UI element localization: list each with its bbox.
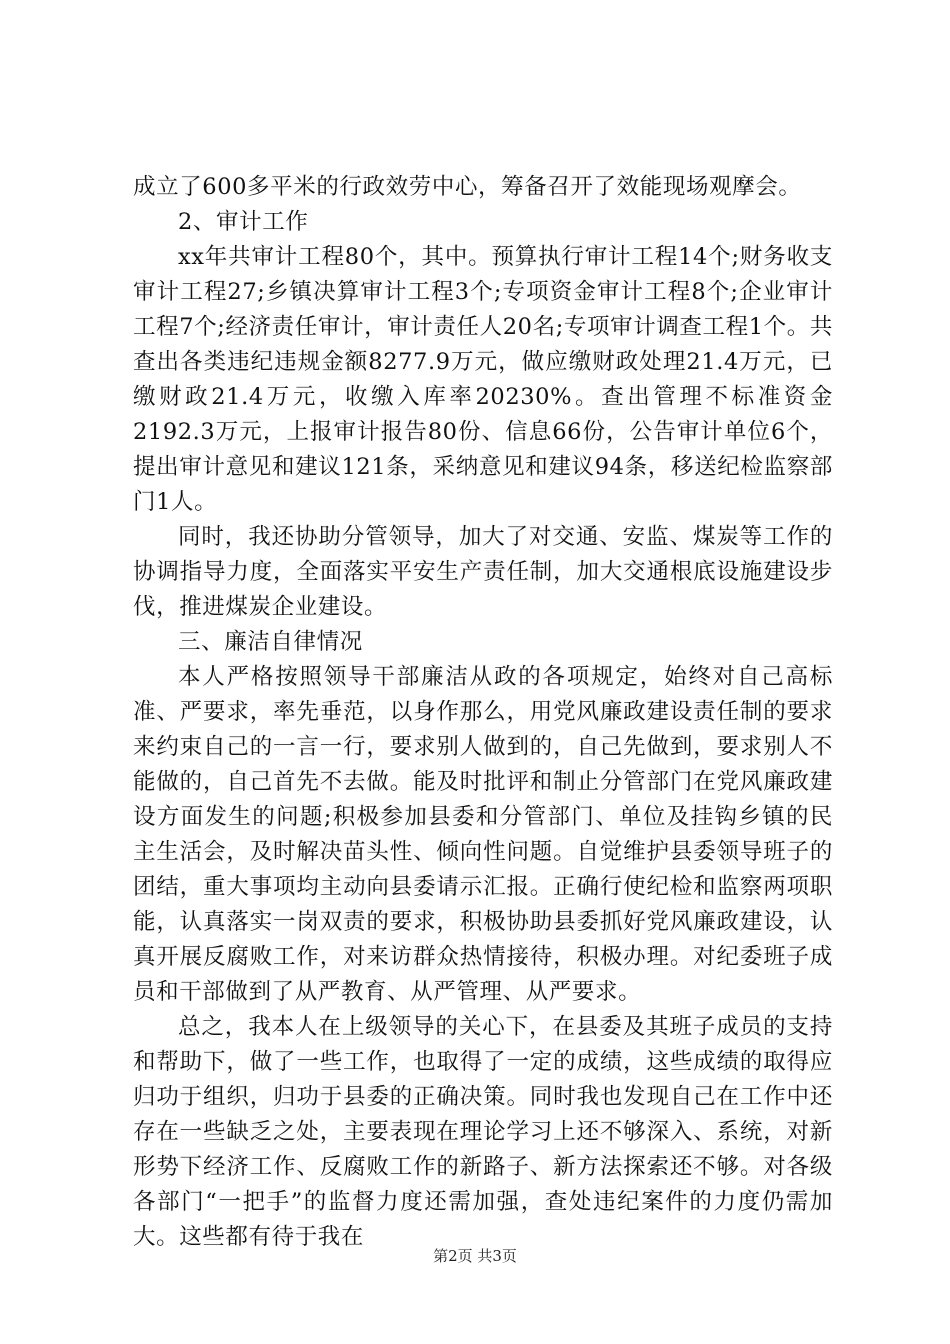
paragraph-assist-leadership: 同时，我还协助分管领导，加大了对交通、安监、煤炭等工作的协调指导力度，全面落实平安生产责任制，加大交通根底设施建设步伐，推进煤炭企业建设。 xyxy=(133,524,833,620)
section-heading-integrity: 三、廉洁自律情况 xyxy=(178,629,363,655)
paragraph-summary: 总之，我本人在上级领导的关心下，在县委及其班子成员的支持和帮助下，做了一些工作，也取得了一定的成绩，这些成绩的取得应归功于组织，归功于县委的正确决策。同时我也发现自己在工作中还存在一些缺乏之处，主要表现在理论学习上还不够深入、系统，对新形势下经济工作、反腐败工作的新路子、新方法探索还不够。对各级各部门“一把手”的监督力度还需加强，查处违纪案件的力度仍需加大。这些都有待于我在 xyxy=(133,1014,833,1250)
paragraph-integrity-details: 本人严格按照领导干部廉洁从政的各项规定，始终对自己高标准、严要求，率先垂范，以身作那么，用党风廉政建设责任制的要求来约束自己的一言一行，要求别人做到的，自己先做到，要求别人不能做的，自己首先不去做。能及时批评和制止分管部门在党风廉政建设方面发生的问题;积极参加县委和分管部门、单位及挂钩乡镇的民主生活会，及时解决苗头性、倾向性问题。自觉维护县委领导班子的团结，重大事项均主动向县委请示汇报。正确行使纪检和监察两项职能，认真落实一岗双责的要求，积极协助县委抓好党风廉政建设，认真开展反腐败工作，对来访群众热情接待，积极办理。对纪委班子成员和干部做到了从严教育、从严管理、从严要求。 xyxy=(133,664,833,1005)
paragraph-audit-details: xx年共审计工程80个，其中。预算执行审计工程14个;财务收支审计工程27;乡镇决算审计工程3个;专项资金审计工程8个;企业审计工程7个;经济责任审计，审计责任人20名;专项审计调查工程1个。共查出各类违纪违规金额8277.9万元，做应缴财政处理21.4万元，已缴财政21.4万元，收缴入库率20230%。查出管理不标准资金2192.3万元，上报审计报告80份、信息66份，公告审计单位6个，提出审计意见和建议121条，采纳意见和建议94条，移送纪检监察部门1人。 xyxy=(133,244,833,515)
paragraph-continuation: 成立了600多平米的行政效劳中心，筹备召开了效能现场观摩会。 xyxy=(133,174,802,200)
document-body xyxy=(133,170,833,1255)
section-heading-audit: 2、审计工作 xyxy=(178,209,309,235)
page-number-footer: 第2页 共3页 xyxy=(433,1247,517,1265)
